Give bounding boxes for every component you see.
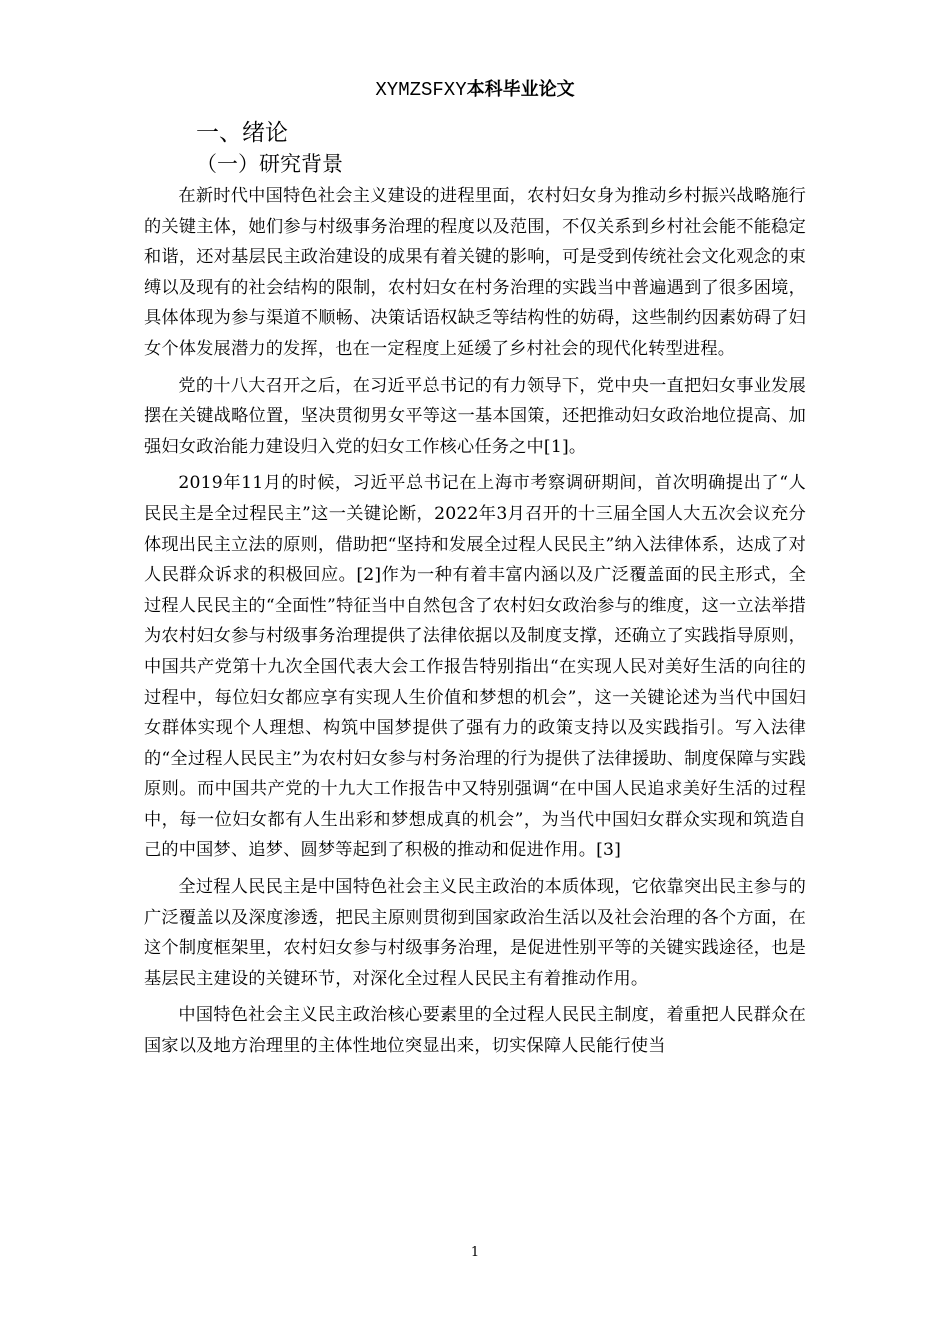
- paragraph: 2019年11月的时候，习近平总书记在上海市考察调研期间，首次明确提出了“人民民主是全过程民主”这一关键论断，2022年3月召开的十三届全国人大五次会议充分体现出民主立法的原则，借助把“坚持和发展全过程人民民主”纳入法律体系，达成了对人民群众诉求的积极回应。[2]作为一种有着丰富内涵以及广泛覆盖面的民主形式，全过程人民民主的“全面性”特征当中自然包含了农村妇女政治参与的维度，这一立法举措为农村妇女参与村级事务治理提供了法律依据以及制度支撑，还确立了实践指导原则，中国共产党第十九次全国代表大会工作报告特别指出“在实现人民对美好生活的向往的过程中，每位妇女都应享有实现人生价值和梦想的机会”，这一关键论述为当代中国妇女群体实现个人理想、构筑中国梦提供了强有力的政策支持以及实践指引。写入法律的“全过程人民民主”为农村妇女参与村务治理的行为提供了法律援助、制度保障与实践原则。而中国共产党的十九大工作报告中又特别强调“在中国人民追求美好生活的过程中，每一位妇女都有人生出彩和梦想成真的机会”，为当代中国妇女群众实现和筑造自己的中国梦、追梦、圆梦等起到了积极的推动和促进作用。[3]: [144, 473, 806, 861]
- section-heading: （一）研究背景: [196, 152, 343, 176]
- paragraph: 全过程人民民主是中国特色社会主义民主政治的本质体现，它依靠突出民主参与的广泛覆盖以及深度渗透，把民主原则贯彻到国家政治生活以及社会治理的各个方面，在这个制度框架里，农村妇女参与村级事务治理，是促进性别平等的关键实践途径，也是基层民主建设的关键环节，对深化全过程人民民主有着推动作用。: [144, 877, 806, 989]
- page-number: 1: [470, 1245, 480, 1260]
- header-code: XYMZSFXY: [375, 79, 467, 101]
- page-header: [0, 76, 950, 103]
- header-title: 本科毕业论文: [466, 79, 575, 100]
- paragraph: 中国特色社会主义民主政治核心要素里的全过程人民民主制度，着重把人民群众在国家以及地方治理里的主体性地位突显出来，切实保障人民能行使当: [144, 1005, 806, 1057]
- chapter-heading: 一、绪论: [196, 120, 288, 146]
- paragraph: 在新时代中国特色社会主义建设的进程里面，农村妇女身为推动乡村振兴战略施行的关键主体，她们参与村级事务治理的程度以及范围，不仅关系到乡村社会能不能稳定和谐，还对基层民主政治建设的成果有着关键的影响，可是受到传统社会文化观念的束缚以及现有的社会结构的限制，农村妇女在村务治理的实践当中普遍遇到了很多困境，具体体现为参与渠道不顺畅、决策话语权缺乏等结构性的妨碍，这些制约因素妨碍了妇女个体发展潜力的发挥，也在一定程度上延缓了乡村社会的现代化转型进程。: [144, 186, 806, 359]
- paragraph: 党的十八大召开之后，在习近平总书记的有力领导下，党中央一直把妇女事业发展摆在关键战略位置，坚决贯彻男女平等这一基本国策，还把推动妇女政治地位提高、加强妇女政治能力建设归入党的妇女工作核心任务之中[1]。: [144, 375, 806, 457]
- body-text: [144, 181, 806, 1068]
- header-rule: [144, 106, 806, 107]
